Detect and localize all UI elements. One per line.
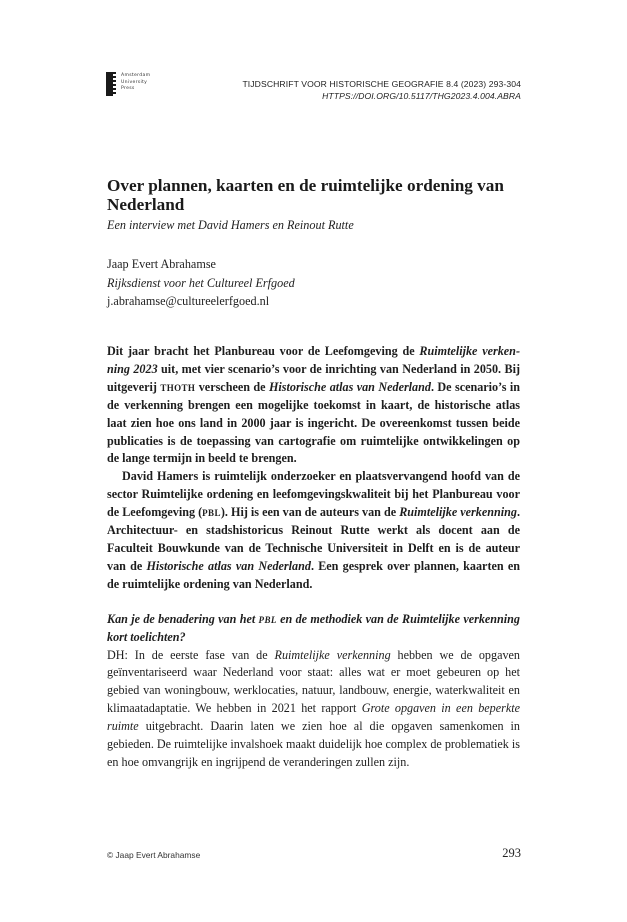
page-number: 293 (502, 846, 521, 860)
text-run: verscheen de (195, 379, 269, 394)
publication-title: Historische atlas van Nederland (268, 379, 431, 394)
publisher-name-line: Amsterdam (121, 73, 151, 78)
organization-acronym: pbl (258, 611, 277, 626)
publication-title: Historische atlas van Nederland (146, 558, 311, 573)
author-affiliation: Rijksdienst voor het Cultureel Erfgoed (107, 275, 295, 290)
text-run: en de methodiek van de Ruimtelijke verkenning kort toelichten? (107, 611, 520, 644)
amsterdam-university-press-logo-icon (106, 72, 114, 96)
publisher-name-line: Press (121, 86, 135, 92)
interview-answer (107, 647, 520, 772)
text-run: uitgebracht. Daarin laten we zien hoe al die opgaven samenkomen in gebieden. De ruimtelijke invalshoek maakt duidelijk hoe complex de problematiek is en hoe omvangrijk en ingrijpend de veranderingen zullen zijn. (107, 719, 521, 769)
running-head (242, 78, 521, 102)
text-run: hebben we de opgaven geïnventariseerd waar Nederland voor staat: alles wat er moet gebeuren op het gebied van woningbouw, werklocaties, natuur, landbouw, energie, waterkwaliteit en klimaatadaptatie. We hebben in 2021 het rapport (107, 647, 520, 716)
copyright-notice: © Jaap Evert Abrahamse (107, 850, 201, 860)
text-run: Kan je de benadering van het (107, 611, 259, 626)
publication-title: Ruimtelijke verkenning (399, 505, 517, 520)
publisher-name (121, 72, 150, 93)
article-title: Over plannen, kaarten en de ruimtelijke ordening van Nederland (107, 176, 504, 214)
intro-paragraph (107, 343, 520, 468)
intro-paragraph (107, 468, 520, 593)
publisher-acronym: thoth (160, 379, 196, 394)
publisher-logo (106, 72, 150, 96)
author-block (107, 255, 295, 311)
publication-title: Grote opgaven in een beperkte ruimte (107, 701, 520, 734)
text-run: uit, met vier scenario’s voor de inrichting van Nederland in 2050. Bij uitgeverij (107, 361, 520, 394)
text-run: . Een gesprek over plannen, kaarten en de ruimtelijke ordening van Nederland. (107, 558, 520, 591)
organization-acronym: pbl (202, 505, 221, 520)
text-run: DH: In de eerste fase van de (107, 647, 275, 662)
doi-link[interactable]: HTTPS://DOI.ORG/10.5117/THG2023.4.004.ABRA (322, 91, 521, 101)
author-email[interactable]: j.abrahamse@cultureelerfgoed.nl (107, 294, 270, 308)
text-run: . De scenario’s in de verkenning brengen een mogelijke toekomst in kaart, de historische atlas laat zien hoe ons land in 2000 jaar is ingericht. De overeenkomst tussen beide publicaties is de toepassing van cartografie om ruimtelijke ontwikkelingen op de lange termijn in beeld te brengen. (107, 379, 520, 466)
text-run: ). Hij is een van de auteurs van de (220, 505, 400, 520)
author-name: Jaap Evert Abrahamse (107, 257, 216, 271)
article-body (107, 343, 520, 772)
publication-title: Ruimtelijke verkenning 2023 (107, 344, 520, 376)
article-intro (107, 343, 520, 594)
publisher-name-line: University (121, 79, 148, 85)
text-run: . Architectuur- en stadshistoricus Reinout Rutte werkt als docent aan de Faculteit Bouwkunde van de Technische Universiteit in Delft en is de auteur van de (107, 505, 520, 573)
interview-question (107, 611, 520, 647)
publication-title: Ruimtelijke verkenning (274, 647, 391, 662)
text-run: Dit jaar bracht het Planbureau voor de Leefomgeving de (107, 344, 420, 358)
article-subtitle: Een interview met David Hamers en Reinout Rutte (107, 218, 354, 232)
journal-citation: TIJDSCHRIFT VOOR HISTORISCHE GEOGRAFIE 8.4 (2023) 293-304 (242, 79, 521, 89)
text-run: David Hamers is ruimtelijk onderzoeker en plaatsvervangend hoofd van de sector Ruimtelijke ordening en leefomgevingskwaliteit bij het Planbureau voor de Leefomgeving ( (107, 469, 520, 520)
